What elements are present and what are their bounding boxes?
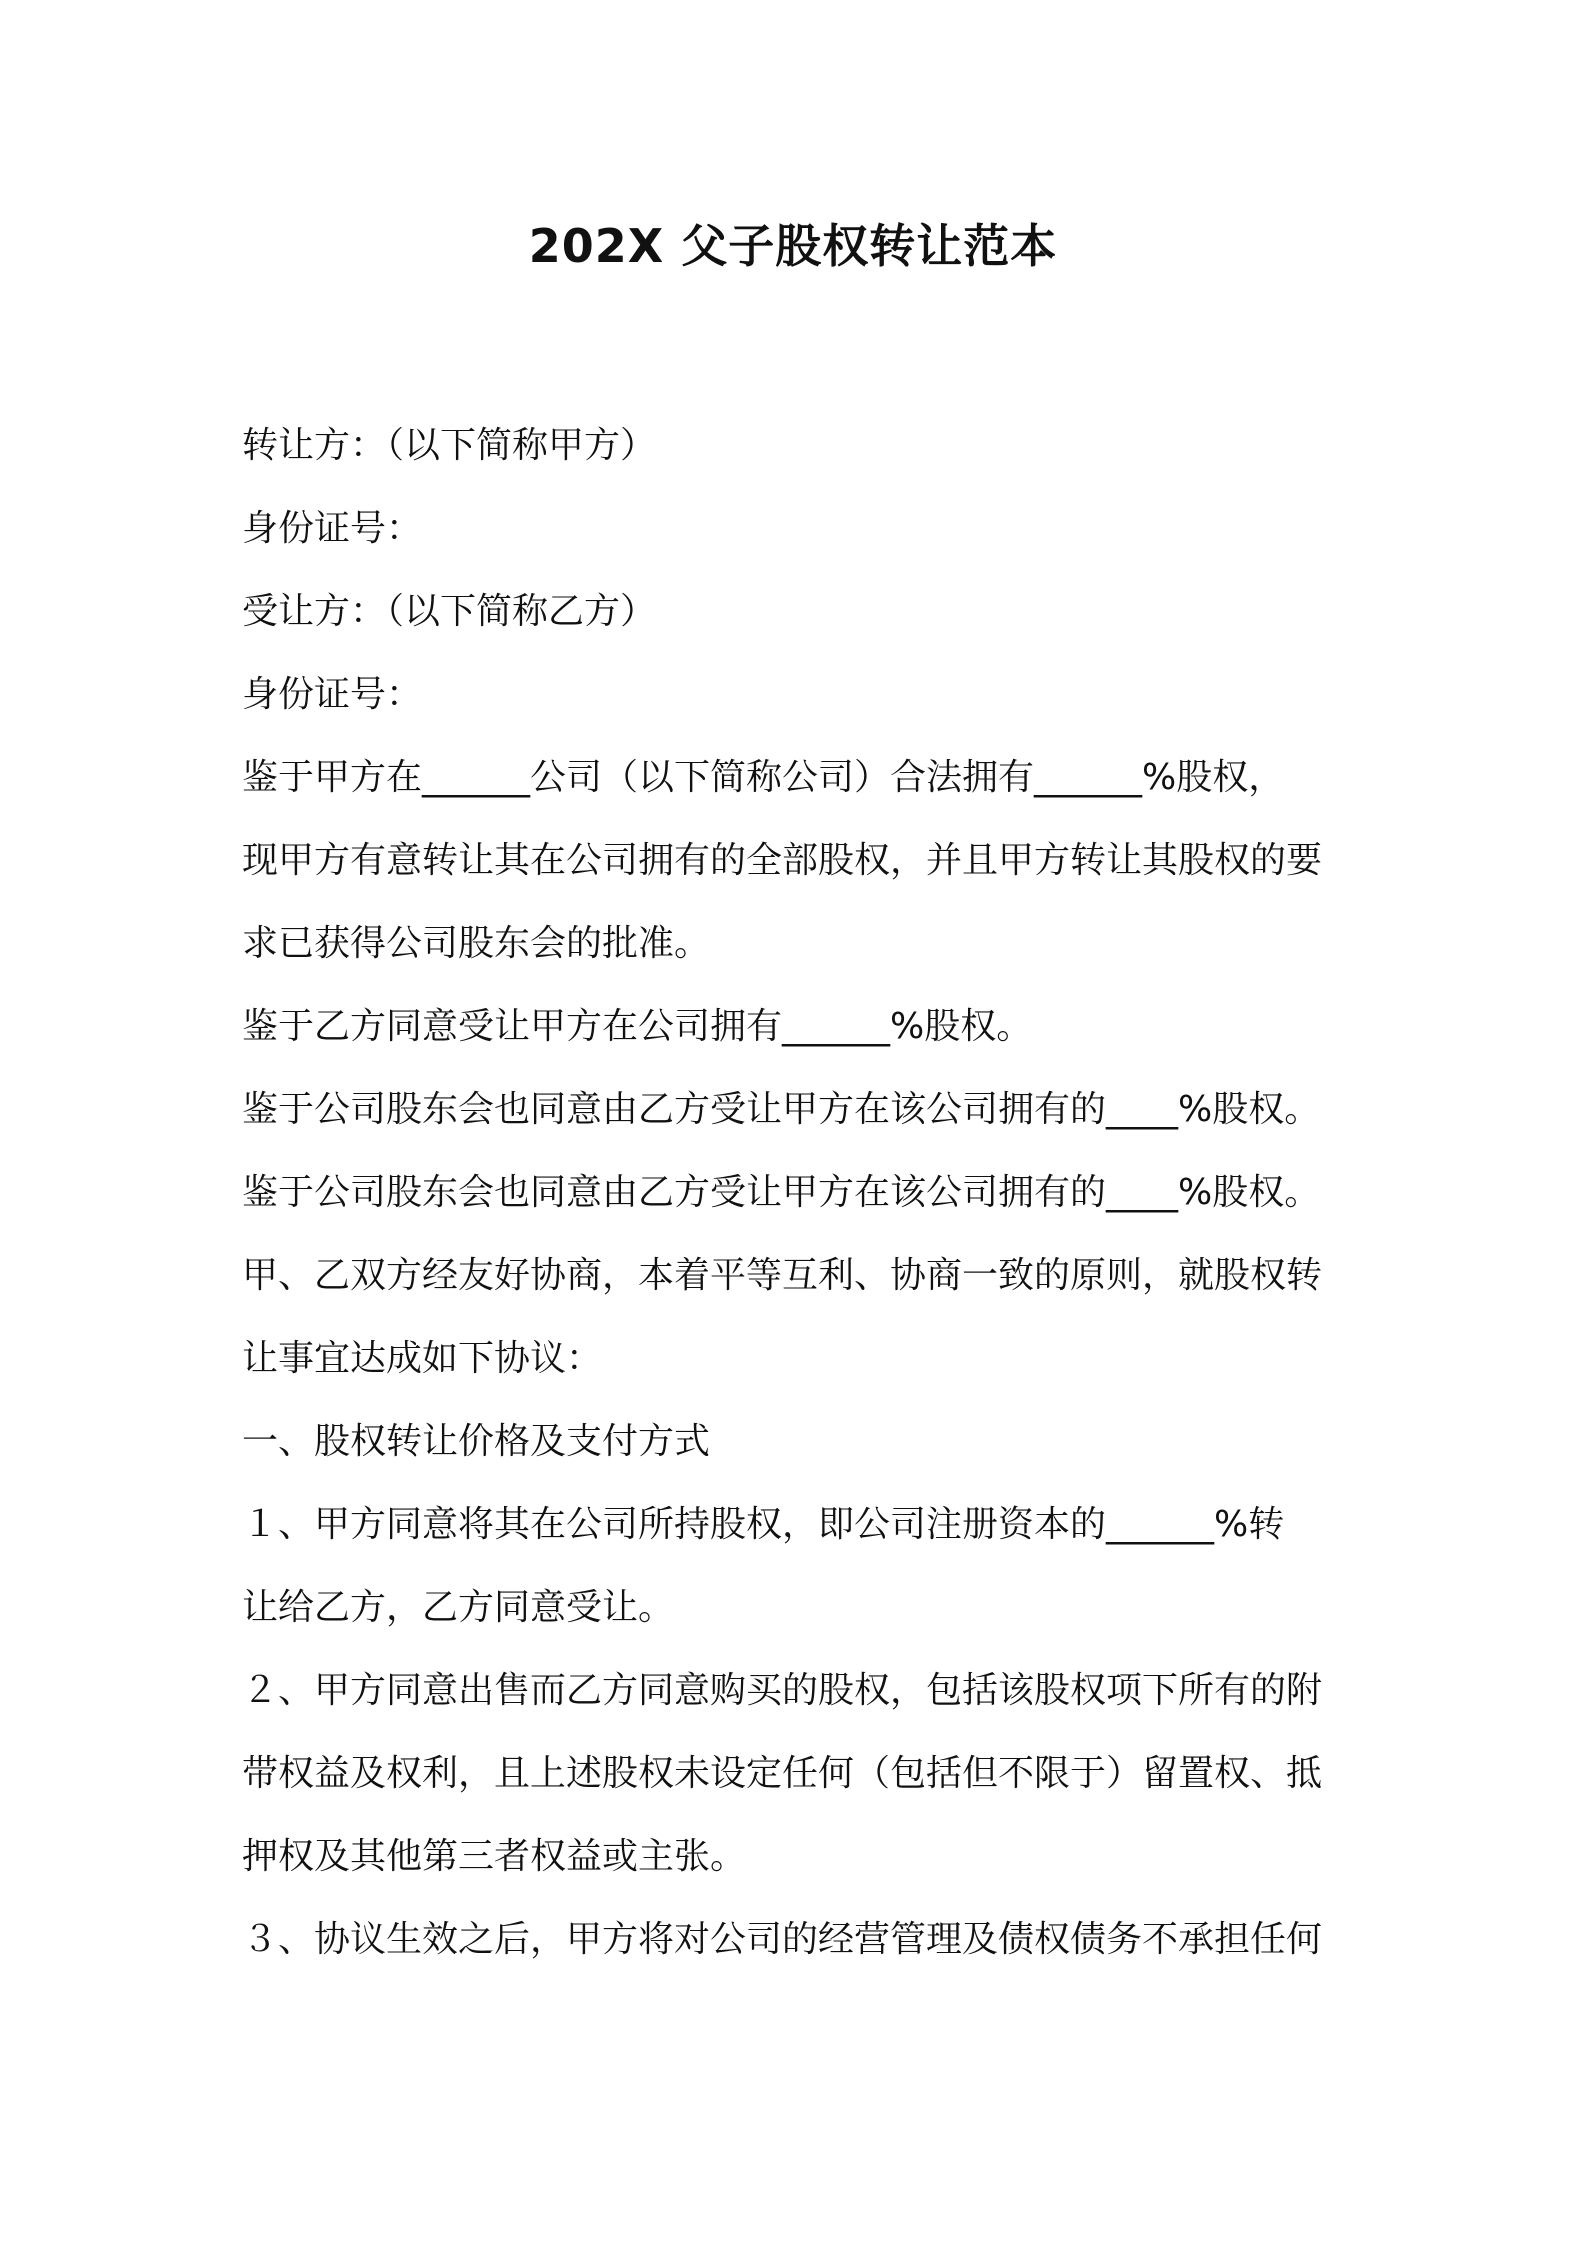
clause-line: 让给乙方，乙方同意受让。 <box>242 1587 675 1628</box>
clause-line: ２、甲方同意出售而乙方同意购买的股权，包括该股权项下所有的附 <box>242 1670 1323 1711</box>
recital-line: 求已获得公司股东会的批准。 <box>242 923 711 964</box>
clause-line: 押权及其他第三者权益或主张。 <box>242 1836 747 1877</box>
transferee-id-line: 身份证号： <box>242 674 423 715</box>
clause-line: １、甲方同意将其在公司所持股权，即公司注册资本的______%转 <box>242 1504 1285 1545</box>
recital-line: 鉴于公司股东会也同意由乙方受让甲方在该公司拥有的____%股权。 <box>242 1089 1321 1130</box>
agreement-intro-line: 甲、乙双方经友好协商，本着平等互利、协商一致的原则，就股权转 <box>242 1255 1323 1296</box>
recital-line: 鉴于乙方同意受让甲方在公司拥有______%股权。 <box>242 1006 1033 1047</box>
document-body <box>242 404 1354 1981</box>
transferee-line: 受让方：（以下简称乙方） <box>242 591 657 632</box>
clause-line: ３、协议生效之后，甲方将对公司的经营管理及债权债务不承担任何 <box>242 1919 1323 1960</box>
clause-line: 带权益及权利，且上述股权未设定任何（包括但不限于）留置权、抵 <box>242 1753 1323 1794</box>
recital-line: 现甲方有意转让其在公司拥有的全部股权，并且甲方转让其股权的要 <box>242 840 1323 881</box>
agreement-intro-line: 让事宜达成如下协议： <box>242 1338 603 1379</box>
recital-line: 鉴于甲方在______公司（以下简称公司）合法拥有______%股权， <box>242 757 1285 798</box>
section-heading: 一、股权转让价格及支付方式 <box>242 1421 711 1462</box>
transferor-id-line: 身份证号： <box>242 508 423 549</box>
transferor-line: 转让方：（以下简称甲方） <box>242 425 657 466</box>
recital-line: 鉴于公司股东会也同意由乙方受让甲方在该公司拥有的____%股权。 <box>242 1172 1321 1213</box>
document-title: 202X 父子股权转让范本 <box>528 219 1058 273</box>
